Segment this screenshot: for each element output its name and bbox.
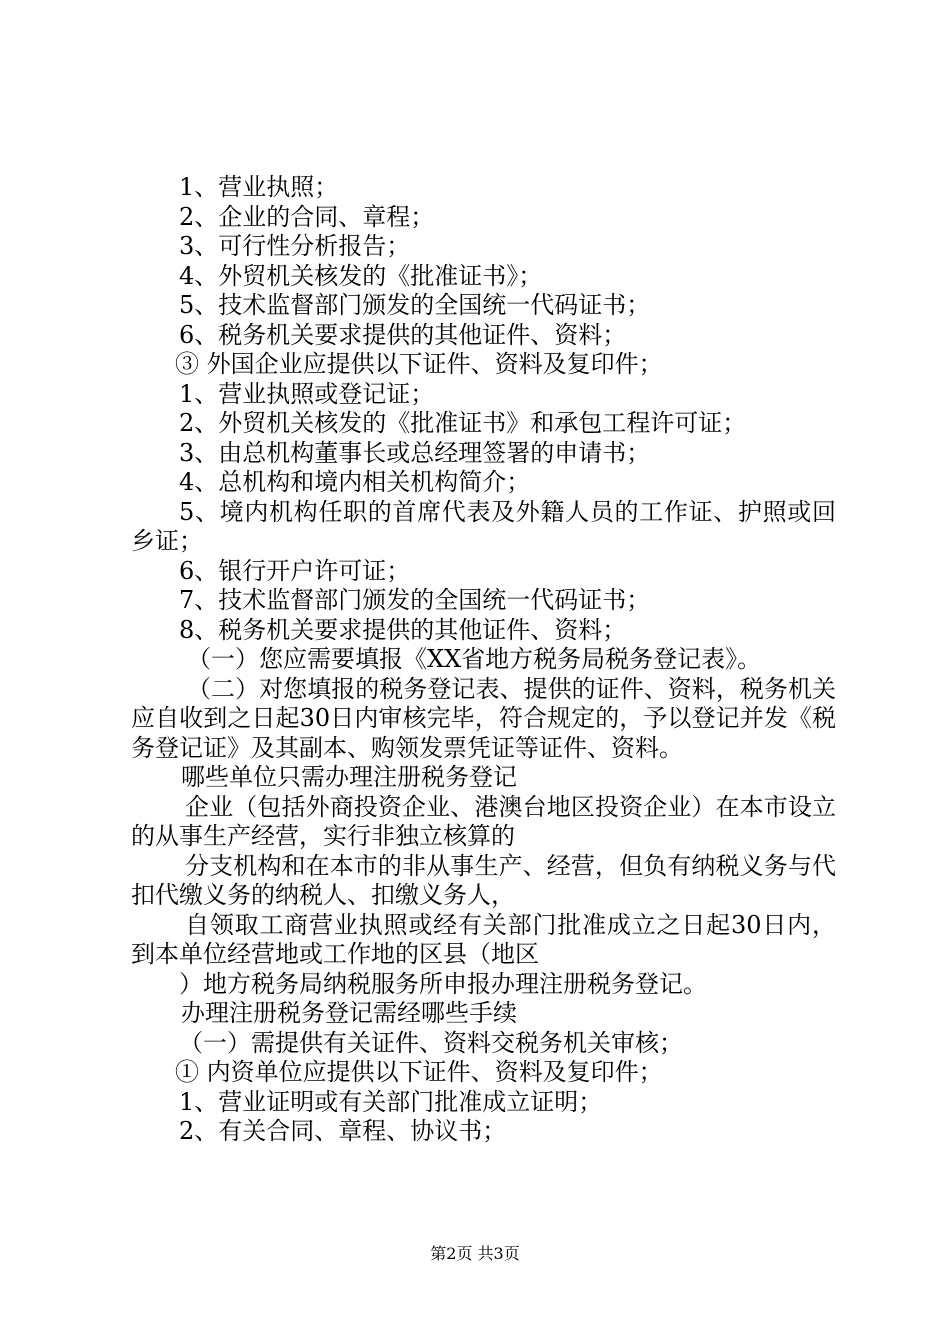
paragraph: ）地方税务局纳税服务所申报办理注册税务登记。 — [179, 969, 707, 998]
paragraph: （一）您应需要填报《XX省地方税务局税务登记表》。 — [187, 645, 762, 673]
paragraph: （二）对您填报的税务登记表、提供的证件、资料，税务机关应自收到之日起30日内审核完毕，符合规定的，予以登记并发《税务登记证》及其副本、购领发票凭证等证件、资料。 — [131, 674, 836, 762]
paragraph: 自领取工商营业执照或经有关部门批准成立之日起30日内，到本单位经营地或工作地的区县（地区 — [131, 910, 836, 968]
list-item: 1、营业执照或登记证； — [179, 379, 435, 408]
list-item: 3、可行性分析报告； — [179, 232, 411, 260]
page-number-footer: 第2页 共3页 — [430, 1244, 520, 1263]
section-heading: 哪些单位只需办理注册税务登记 — [181, 763, 517, 791]
paragraph: 分支机构和在本市的非从事生产、经营，但负有纳税义务与代扣代缴义务的纳税人、扣缴义务人， — [131, 851, 836, 909]
list-item: 3、由总机构董事长或总经理签署的申请书； — [179, 438, 651, 467]
list-item: 2、有关合同、章程、协议书； — [179, 1117, 507, 1145]
document-body — [131, 173, 836, 1147]
list-item: 7、技术监督部门颁发的全国统一代码证书； — [179, 586, 651, 614]
paragraph: 企业（包括外商投资企业、港澳台地区投资企业）在本市设立的从事生产经营，实行非独立核算的 — [131, 792, 836, 850]
list-item: 8、税务机关要求提供的其他证件、资料； — [179, 615, 627, 644]
list-item: 2、企业的合同、章程； — [179, 202, 435, 231]
list-item: 5、技术监督部门颁发的全国统一代码证书； — [179, 291, 651, 319]
list-item: 4、外贸机关核发的《批准证书》； — [179, 261, 543, 290]
list-item: 1、营业执照； — [179, 173, 339, 201]
list-item: 5、境内机构任职的首席代表及外籍人员的工作证、护照或回乡证； — [131, 497, 836, 555]
list-item: 2、外贸机关核发的《批准证书》和承包工程许可证； — [179, 409, 747, 437]
section-heading: 办理注册税务登记需经哪些手续 — [181, 999, 517, 1027]
section-heading: ① 内资单位应提供以下证件、资料及复印件； — [175, 1058, 663, 1086]
list-item: 6、税务机关要求提供的其他证件、资料； — [179, 320, 627, 349]
list-item: 1、营业证明或有关部门批准成立证明； — [179, 1087, 603, 1116]
list-item: 6、银行开户许可证； — [179, 556, 411, 585]
list-item: 4、总机构和境内相关机构简介； — [179, 468, 531, 496]
section-heading: ③ 外国企业应提供以下证件、资料及复印件； — [175, 350, 663, 378]
paragraph: （一）需提供有关证件、资料交税务机关审核； — [179, 1028, 683, 1057]
